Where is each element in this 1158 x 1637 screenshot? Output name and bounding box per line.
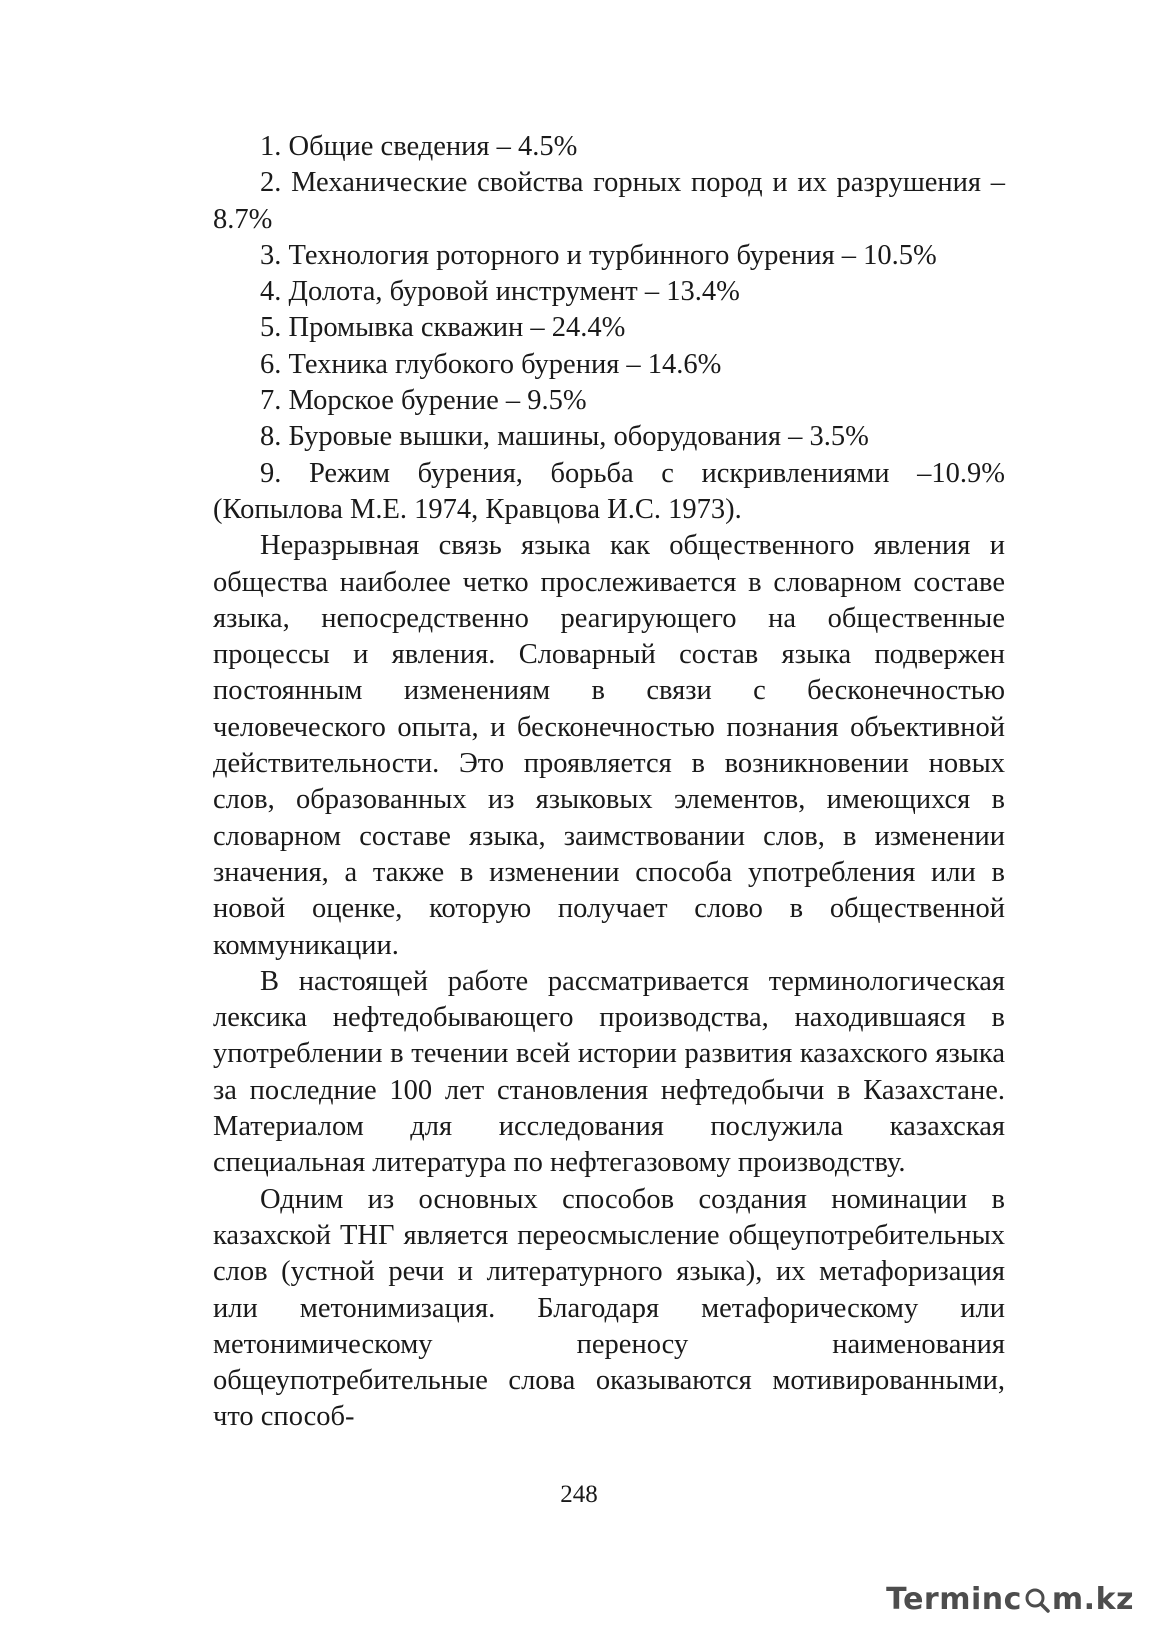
list-item: 7. Морское бурение – 9.5% (260, 385, 587, 417)
list-item: 9. Режим бурения, борьба с искривлениями –10.9% (Копылова М.Е. 1974, Кравцова И.С. 1973). (213, 457, 1005, 525)
list-item: 6. Техника глубокого бурения – 14.6% (260, 348, 722, 380)
list-item: 8. Буровые вышки, машины, оборудования – 3.5% (260, 421, 869, 453)
page-number: 248 (560, 1481, 598, 1508)
list-item: 1. Общие сведения – 4.5% (260, 131, 578, 162)
list-item: 4. Долота, буровой инструмент – 13.4% (260, 276, 740, 308)
magnifier-icon (1023, 1585, 1051, 1613)
watermark-suffix: m.kz (1051, 1581, 1134, 1617)
body-paragraph: В настоящей работе рассматривается терминологическая лексика нефтедобывающего производства, находившаяся в употреблении в течении всей истории развития казахского языка за последние 100 лет становления нефтедобычи в Казахстане. Материалом для исследования послужила казахская специальная литература по нефтегазовому производству. (213, 965, 1005, 1179)
watermark-prefix: Terminc (886, 1581, 1022, 1617)
list-item: 5. Промывка скважин – 24.4% (260, 312, 626, 344)
topic-list (213, 129, 1005, 528)
list-item: 2. Механические свойства горных пород и их разрушения – 8.7% (213, 167, 1005, 235)
body-paragraph: Неразрывная связь языка как общественного явления и общества наиболее четко прослеживается в словарном составе языка, непосредственно реагирующего на общественные процессы и явления. Словарный состав языка подвержен постоянным изменениям в связи с бесконечностью человеческого опыта, и бесконечностью познания объективной действительности. Это проявляется в возникновении новых слов, образованных из языковых элементов, имеющихся в словарном составе языка, заимствовании слов, в изменении значения, а также в изменении способа употребления или в новой оценке, которую получает слово в общественной коммуникации. (213, 530, 1005, 961)
list-item: 3. Технология роторного и турбинного бурения – 10.5% (260, 239, 937, 271)
body-paragraph: Одним из основных способов создания номинации в казахской ТНГ является переосмысление общеупотребительных слов (устной речи и литературного языка), их метафоризация или метонимизация. Благодаря метафорическому или метонимическому переносу наименования общеупотребительные слова оказываются мотивированными, что способ- (213, 1183, 1005, 1433)
page-body (213, 129, 1005, 1436)
watermark-logo (886, 1574, 1134, 1624)
